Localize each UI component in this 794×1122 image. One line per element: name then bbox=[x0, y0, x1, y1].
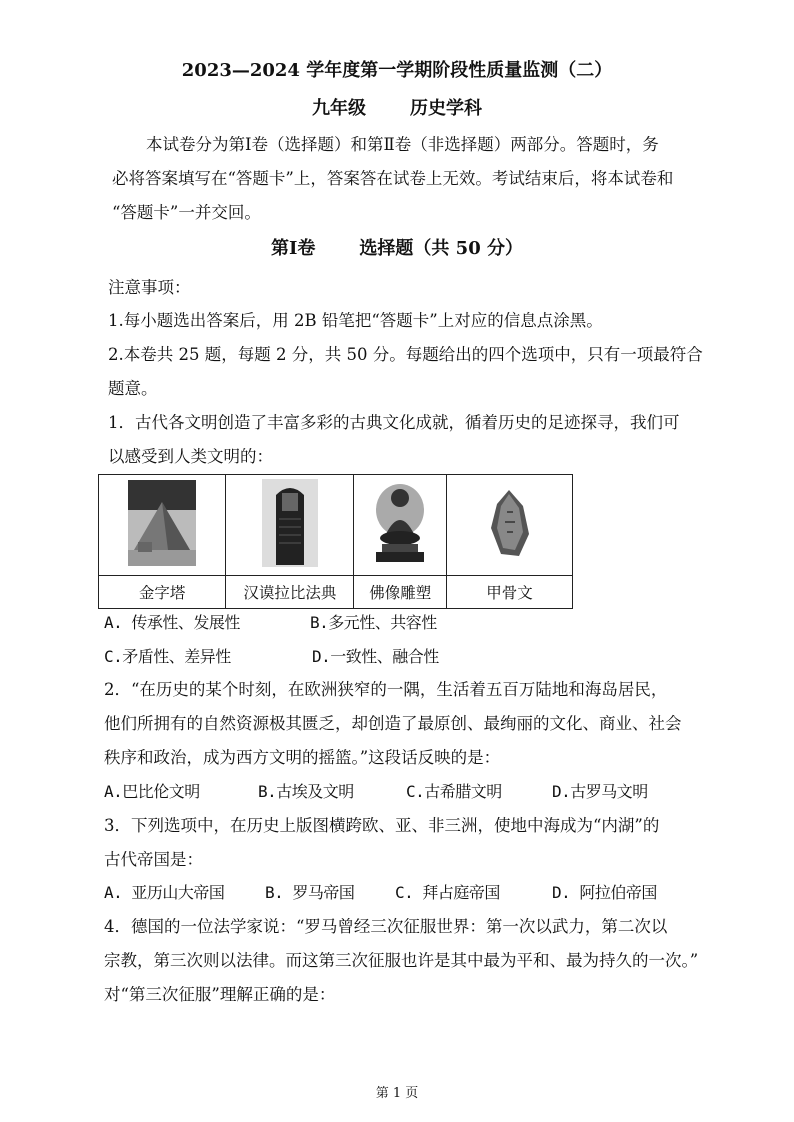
q2-option-a: A.巴比伦文明 bbox=[104, 782, 200, 801]
buddha-statue-cell bbox=[354, 475, 447, 576]
note-item-2: 2.本卷共 25 题，每题 2 分，共 50 分。每题给出的四个选项中，只有一项最符合 bbox=[108, 345, 703, 364]
notes-heading: 注意事项： bbox=[108, 278, 191, 297]
q1-option-d: D.一致性、融合性 bbox=[312, 647, 439, 666]
intro-line-1: 本试卷分为第Ⅰ卷（选择题）和第Ⅱ卷（非选择题）两部分。答题时，务 bbox=[146, 135, 659, 154]
q3-option-a: A. 亚历山大帝国 bbox=[104, 883, 225, 902]
caption-oracle-bone: 甲骨文 bbox=[447, 576, 573, 609]
caption-pyramid: 金字塔 bbox=[99, 576, 226, 609]
caption-buddha: 佛像雕塑 bbox=[354, 576, 447, 609]
stele-image bbox=[262, 479, 318, 567]
q2-stem-line-1: 2．“在历史的某个时刻，在欧洲狭窄的一隅，生活着五百万陆地和海岛居民， bbox=[104, 680, 668, 699]
q3-option-b: B. 罗马帝国 bbox=[265, 883, 355, 902]
q1-option-c: C.矛盾性、差异性 bbox=[104, 647, 231, 666]
note-item-1: 1.每小题选出答案后，用 2B 铅笔把“答题卡”上对应的信息点涂黑。 bbox=[108, 311, 603, 330]
code-of-hammurabi-cell bbox=[226, 475, 354, 576]
q3-option-c: C. 拜占庭帝国 bbox=[395, 883, 500, 902]
q4-stem-line-2: 宗教，第三次则以法律。而这第三次征服也许是其中最为平和、最为持久的一次。” bbox=[104, 951, 699, 970]
q4-stem-line-1: 4．德国的一位法学家说：“罗马曾经三次征服世界：第一次以武力，第二次以 bbox=[104, 917, 668, 936]
grade-subject bbox=[0, 98, 794, 120]
exam-title: 2023—2024 学年度第一学期阶段性质量监测（二） bbox=[181, 60, 613, 81]
q2-option-b: B.古埃及文明 bbox=[258, 782, 354, 801]
intro-line-3: “答题卡”一并交回。 bbox=[112, 203, 261, 222]
q3-option-d: D. 阿拉伯帝国 bbox=[552, 883, 657, 902]
q3-stem-line-1: 3．下列选项中，在历史上版图横跨欧、亚、非三洲，使地中海成为“内湖”的 bbox=[104, 816, 660, 835]
intro-line-2: 必将答案填写在“答题卡”上，答案答在试卷上无效。考试结束后，将本试卷和 bbox=[112, 169, 674, 188]
q1-image-table bbox=[98, 474, 573, 609]
q2-option-d: D.古罗马文明 bbox=[552, 782, 648, 801]
subject-label: 历史学科 bbox=[410, 98, 482, 119]
page-number: 第 1 页 bbox=[375, 1086, 419, 1101]
q1-stem-line-2: 以感受到人类文明的： bbox=[108, 447, 273, 466]
oracle-bone-image bbox=[489, 488, 531, 558]
pyramid-cell bbox=[99, 475, 226, 576]
pyramid-image bbox=[128, 480, 196, 566]
caption-hammurabi: 汉谟拉比法典 bbox=[226, 576, 354, 609]
note-item-3: 题意。 bbox=[108, 379, 158, 398]
q4-stem-line-3: 对“第三次征服”理解正确的是： bbox=[104, 985, 336, 1004]
oracle-bone-cell bbox=[447, 475, 573, 576]
buddha-image bbox=[368, 480, 432, 566]
q1-option-a: A. 传承性、发展性 bbox=[104, 613, 240, 632]
section-heading bbox=[0, 238, 794, 260]
q2-stem-line-2: 他们所拥有的自然资源极其匮乏，却创造了最原创、最绚丽的文化、商业、社会 bbox=[104, 714, 682, 733]
section-title: 选择题（共 50 分） bbox=[359, 238, 523, 259]
q1-stem-line-1: 1．古代各文明创造了丰富多彩的古典文化成就，循着历史的足迹探寻，我们可 bbox=[108, 413, 680, 432]
q1-option-b: B.多元性、共容性 bbox=[310, 613, 437, 632]
q2-option-c: C.古希腊文明 bbox=[406, 782, 502, 801]
q3-stem-line-2: 古代帝国是： bbox=[104, 850, 203, 869]
grade-label: 九年级 bbox=[312, 98, 366, 119]
section-label: 第Ⅰ卷 bbox=[270, 238, 316, 259]
q2-stem-line-3: 秩序和政治，成为西方文明的摇篮。”这段话反映的是： bbox=[104, 748, 501, 767]
